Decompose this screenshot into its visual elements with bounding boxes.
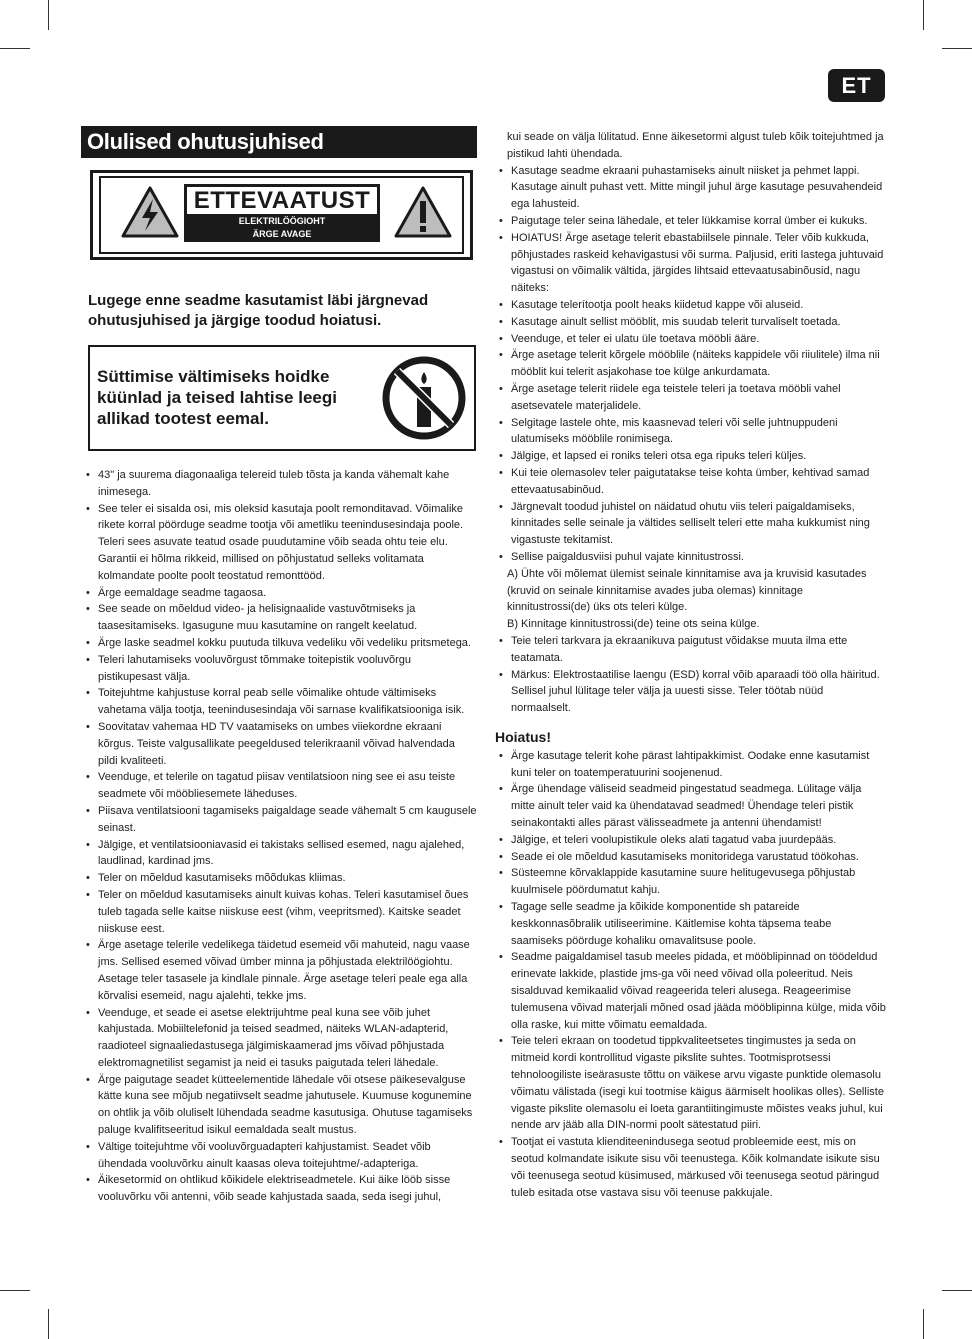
crop-mark bbox=[48, 0, 49, 30]
list-item: • Paigutage teler seina lähedale, et teler lükkamise korral ümber ei kukuks. bbox=[494, 213, 886, 230]
list-item: • Ärge asetage telerit riidele ega teistele teleri ja toetava mööbli vahel asetsevatele materjalidele. bbox=[494, 381, 886, 415]
language-badge: ET bbox=[828, 69, 885, 102]
list-item: • Teie teleri ekraan on toodetud tippkvaliteetsetes tingimustes ja seda on mitmeid kordi kontrollitud vigaste pikslite suhtes. Tootmisprotsessi tehnoloogiliste iseärasuste tõttu on väikese arvu vigaste punktide olemasolu võimatu välistada (isegi kui tootmise käigus äärmiselt hoolikas olles). Selliste vigaste pikslite olemasolu ei loeta garantiitingimuste mõistes veaks juhul, kui nende arv jääb alla DIN-normi poolt sätestatud piiri. bbox=[494, 1033, 886, 1134]
list-item-continuation: kui seade on välja lülitatud. Enne äikesetormi algust tuleb kõik toitejuhtmed ja pistikud lahti ühendada. bbox=[507, 131, 884, 160]
list-item: • Soovitatav vahemaa HD TV vaatamiseks on umbes viiekordne ekraani kõrgus. Teiste valgusallikate peegeldused telerikraanil võivad halvendada pildi kvaliteeti. bbox=[81, 719, 477, 769]
list-item: • See teler ei sisalda osi, mis oleksid kasutaja poolt remonditavad. Võimalike rikete korral pöörduge seadme tootja või ametliku teenindusesindaja poole. Teleri sees asuvate teatud osade puudutamine võib seada ohtu teie elu. Garantii ei hõlma rikkeid, millised on põhjustatud selleks volitamata kolmandate poolte poolt teostatud remonttööd. bbox=[81, 501, 477, 585]
candle-warning-text: Süttimise vältimiseks hoidke küünlad ja teised lahtise leegi allikad tootest eemal. bbox=[97, 367, 337, 428]
crop-mark bbox=[0, 1290, 30, 1291]
safety-list-left bbox=[81, 467, 477, 1206]
list-item: • Teleri lahutamiseks vooluvõrgust tõmmake toitepistik vooluvõrgu pistikupesast välja. bbox=[81, 652, 477, 686]
list-item: • Teler on mõeldud kasutamiseks ainult kuivas kohas. Teleri kasutamisel õues tuleb tagada selle kaitse niiskuse eest (vihm, veepritsmed). Kaitske seadet niiskuse eest. bbox=[81, 887, 477, 937]
right-column bbox=[494, 129, 886, 1201]
list-item: • Selgitage lastele ohte, mis kaasnevad teleri või selle juhtnuppudeni ulatumiseks mööblile ronimisega. bbox=[494, 415, 886, 449]
electric-shock-icon bbox=[121, 185, 179, 239]
list-item: • HOIATUS! Ärge asetage telerit ebastabiilsele pinnale. Teler võib kukkuda, põhjustades raskeid kehavigastusi või surma. Paljusid, eriti lastega juhtuvaid vigastusi on võimalik vältida, järgides lihtsaid ettevaatusabinõusid, nagu näiteks: bbox=[494, 230, 886, 297]
list-item: • Veenduge, et telerile on tagatud piisav ventilatsioon ning see ei asu teiste seadmete või mööbliesemete läheduses. bbox=[81, 769, 477, 803]
list-item: • Seadme paigaldamisel tasub meeles pidada, et mööblipinnad on töödeldud erinevate lakkide, plastide jms-ga või need võivad olla poleeritud. Neis sisalduvad kemikaalid võivad reageerida teleri alusega. Reageerimise tulemusena võivad materjali mõned osad jääda mööblipinna külge, mida võib olla raske, kui mitte võimatu eemaldada. bbox=[494, 949, 886, 1033]
list-item: • Kui teie olemasolev teler paigutatakse teise kohta ümber, kehtivad samad ettevaatusabinõud. bbox=[494, 465, 886, 499]
caution-line-1: ELEKTRILÖÖGIOHT bbox=[238, 216, 326, 226]
crop-mark bbox=[923, 0, 924, 30]
list-item: • Vältige toitejuhtme või vooluvõrguadapteri kahjustamist. Seadet võib ühendada vooluvõrku ainult kaasas oleva toitejuhtme/-adapteriga. bbox=[81, 1139, 477, 1173]
list-item: • Süsteemne kõrvaklappide kasutamine suure helitugevusega põhjustab kuulmisele pöördumatut kahju. bbox=[494, 865, 886, 899]
warning-heading: Hoiatus! bbox=[495, 728, 551, 745]
caution-line-2: ÄRGE AVAGE bbox=[252, 229, 312, 239]
intro-text: Lugege enne seadme kasutamist läbi järgnevad ohutusjuhised ja järgige toodud hoiatusi. bbox=[88, 292, 429, 329]
crop-mark bbox=[942, 1290, 972, 1291]
list-item: • 43" ja suurema diagonaaliga telereid tuleb tõsta ja kanda vähemalt kahe inimesega. bbox=[81, 467, 477, 501]
list-item: • Kasutage telerítootja poolt heaks kiidetud kappe või aluseid. bbox=[494, 297, 886, 314]
list-item: • Jälgige, et ventilatsiooniavasid ei takistaks sellised esemed, nagu ajalehed, laudlinad, kardinad jms. bbox=[81, 837, 477, 871]
exclamation-icon bbox=[394, 185, 452, 239]
crop-mark bbox=[0, 48, 30, 49]
list-item: • Toitejuhtme kahjustuse korral peab selle võimalike ohtude vältimiseks vahetama välja tootja, teenindusesindaja või sarnase kvalifikatsiooniga isik. bbox=[81, 685, 477, 719]
list-item: • Veenduge, et teler ei ulatu üle toetava mööbli ääre. bbox=[494, 331, 886, 348]
no-candle-icon bbox=[380, 354, 468, 442]
candle-warning-box bbox=[88, 345, 476, 451]
list-item: • Piisava ventilatsiooni tagamiseks paigaldage seade vähemalt 5 cm kaugusele seinast. bbox=[81, 803, 477, 837]
list-item: • Kasutage seadme ekraani puhastamiseks ainult niisket ja pehmet lappi. Kasutage ainult puhast vett. Mitte mingil juhul ärge kasutage pesuvahendeid ega lahusteid. bbox=[494, 163, 886, 213]
left-column bbox=[81, 126, 477, 1206]
tether-option-b: B) Kinnitage kinnitustrossi(de) teine ots seina külge. bbox=[507, 618, 760, 631]
list-item: • Jälgige, et lapsed ei roniks teleri otsa ega ripuks teleri küljes. bbox=[494, 448, 886, 465]
list-item: • Teie teleri tarkvara ja ekraanikuva paigutust võidakse muuta ilma ette teatamata. bbox=[494, 633, 886, 667]
list-item: • Teler on mõeldud kasutamiseks mõõdukas kliimas. bbox=[81, 870, 477, 887]
list-item: • Järgnevalt toodud juhistel on näidatud ohutu viis teleri paigaldamiseks, kinnitades selle seinale ja vältides selliselt teleri ette maha kukkumist ning vigastuste tekitamist. bbox=[494, 499, 886, 549]
caution-label bbox=[184, 184, 380, 242]
list-item: • Tootjat ei vastuta klienditeenindusega seotud probleemide eest, mis on seotud kolmandate isikute sisu või teenustega. Kõik kolmandate isikute sisu või teenusega seotud küsimused, märkused või teenusega seotud päringud tuleb esitada otse vastava sisu või teenuse pakkujale. bbox=[494, 1134, 886, 1201]
tether-option-a: A) Ühte või mõlemat ülemist seinale kinnitamise ava ja kruvisid kasutades (kruvid on seinale kinnitamise avades juba olemas) kinnitage kinnitustrossi(de) üks ots teleri külge. bbox=[507, 567, 867, 614]
list-item: • Seade ei ole mõeldud kasutamiseks monitoridega varustatud töökohas. bbox=[494, 849, 886, 866]
crop-mark bbox=[48, 1309, 49, 1339]
list-item: • Veenduge, et seade ei asetse elektrijuhtme peal kuna see võib juhet kahjustada. Mobiiltelefonid ja teised seadmed, näiteks WLAN-adapterid, raadioteel signaaliedastusega jälgimiskaamerad jms võivad põhjustada elektromagnetilist segamist ja neid ei tasuks paigutada teleri lähedale. bbox=[81, 1005, 477, 1072]
list-item: • Ärge asetage telerile vedelikega täidetud esemeid või mahuteid, nagu vaase jms. Sellised esemed võivad ümber minna ja põhjustada elektrilöögiohtu. Asetage teler tasasele ja kindlale pinnale. Ärge asetage teleri peale ega alla kõrvalisi esemeid, nagu ajalehti, tekke jms. bbox=[81, 937, 477, 1004]
list-item: • Jälgige, et teleri voolupistikule oleks alati tagatud vaba juurdepääs. bbox=[494, 832, 886, 849]
crop-mark bbox=[923, 1309, 924, 1339]
list-item: • Märkus: Elektrostaatilise laengu (ESD) korral võib aparaadi töö olla häiritud. Sellisel juhul lülitage teler välja ja uuesti sisse. Teler töötab nüüd normaalselt. bbox=[494, 667, 886, 717]
list-item: • Ärge laske seadmel kokku puutuda tilkuva vedeliku või vedeliku pritsmetega. bbox=[81, 635, 477, 652]
crop-mark bbox=[942, 48, 972, 49]
warning-list bbox=[494, 748, 886, 1202]
page-title: Olulised ohutusjuhised bbox=[81, 126, 477, 158]
caution-box bbox=[90, 170, 473, 260]
list-item: • Tagage selle seadme ja kõikide komponentide sh patareide keskkonnasõbralik utiliseerimine. Käitlemise kohta täpsema teabe saamiseks pöörduge kohaliku omavalitsuse poole. bbox=[494, 899, 886, 949]
list-item: • Ärge paigutage seadet kütteelementide lähedale või otsese päikesevalguse kätte kuna see mõjub negatiivselt seadme jahutusele. Kuumuse kogunemine on ohtlik ja võib oluliselt lühendada seadme kasutusiga. Ohutuse tagamiseks paluge kvalifitseeritud isikul eemaldada sealt mustus. bbox=[81, 1072, 477, 1139]
list-item: • Ärge kasutage telerit kohe pärast lahtipakkimist. Oodake enne kasutamist kuni teler on toatemperatuurini soojenenud. bbox=[494, 748, 886, 782]
list-item: • Sellise paigaldusviisi puhul vajate kinnitustrossi. bbox=[494, 549, 886, 566]
list-item: • Kasutage ainult sellist mööblit, mis suudab telerit turvaliselt toetada. bbox=[494, 314, 886, 331]
list-item: • Äikesetormid on ohtlikud kõikidele elektriseadmetele. Kui äike lööb sisse vooluvõrku või antenni, võib seade kahjustada saada, seda isegi juhul, bbox=[81, 1172, 477, 1206]
caution-title: ETTEVAATUST bbox=[187, 187, 377, 214]
list-item: • Ärge ühendage väliseid seadmeid pingestatud seadmega. Lülitage välja mitte ainult teler vaid ka ühendatavad seadmed! Ühendage teleri pistik seinakontakti alles pärast välisseadmete ja antenni ühendamist! bbox=[494, 781, 886, 831]
list-item: • Ärge asetage telerit kõrgele mööblile (näiteks kappidele või riiulitele) ilma nii mööblit kui telerit asjakohase toe külge ankurdamata. bbox=[494, 347, 886, 381]
list-item: • See seade on mõeldud video- ja helisignaalide vastuvõtmiseks ja taasesitamiseks. Igasugune muu kasutamine on rangelt keelatud. bbox=[81, 601, 477, 635]
list-item: • Ärge eemaldage seadme tagaosa. bbox=[81, 585, 477, 602]
safety-list-right bbox=[494, 129, 886, 717]
